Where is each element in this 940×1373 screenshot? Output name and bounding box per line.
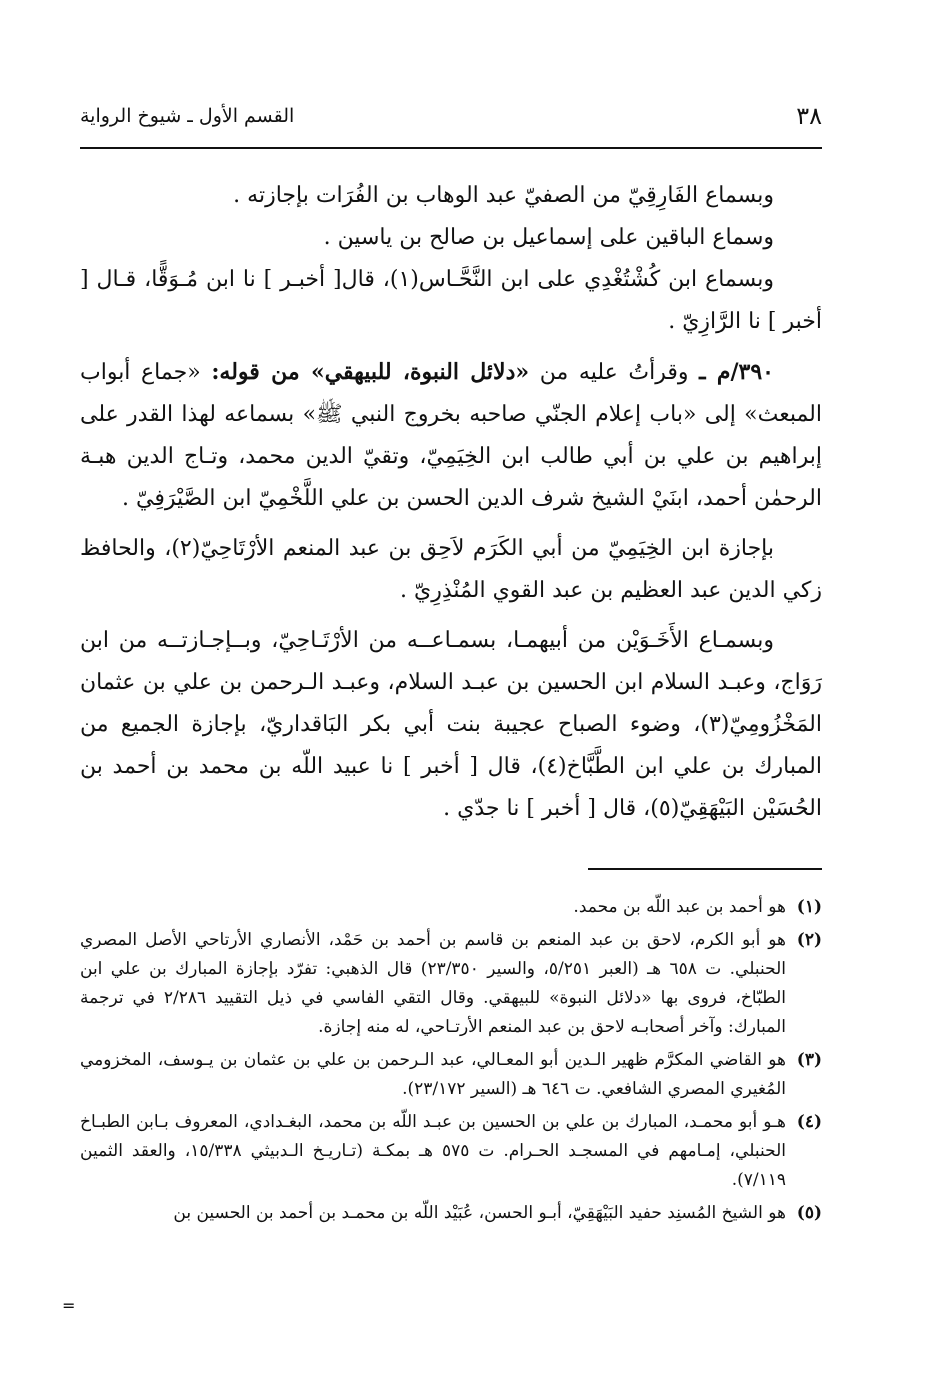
footnote-text: هو أبو الكرم، لاحق بن عبد المنعم بن قاسم بن أحمد بن حَمْد، الأنصاري الأرتاحي الأصل المصري الحنبلي. ت ٦٥٨ هـ (العبر ٥/٢٥١، والسير ٢٣/٣٥٠) قال الذهبي: تفرّد بإجازة المبارك بن علي ابن الطبّاخ، فروى بها «دلائل النبوة» للبيهقي. وقال التقي الفاسي في ذيل التقييد ٢/٢٨٦ في ترجمة المبارك: وآخر أصحابـه لاحق بن عبد المنعم الأرتـاحي، له منه إجازة. — [80, 930, 786, 1037]
entry-390-paragraph — [80, 351, 822, 520]
footnote-item — [80, 1046, 822, 1104]
footnote-number: (٢) — [796, 930, 822, 950]
footnote-text: هو القاضي المكرَّم ظهير الـدين أبو المعـالي، عبد الـرحمن بن علي بن عثمان بن يـوسف، المخزومي المُغيري المصري الشافعي. ت ٦٤٦ هـ (السير ٢٣/١٧٢). — [80, 1050, 786, 1099]
footnote-text: هو الشيخ المُسنِد حفيد البَيْهَقِيّ، أبـو الحسن، عُبَيْد اللّه بن محمـد بن أحمد بن الحسين بن — [173, 1203, 786, 1223]
paragraph-kashtughdi: وبسماع ابن كُشْتُغْدِي على ابن النَّحَّـاس(١)، قال[ أخبـر ] نا ابن مُـوَقًّا، قـال [ أخبر ] نا الرَّازِيّ . — [80, 267, 822, 334]
footnote-item — [80, 1199, 822, 1228]
running-header — [80, 96, 822, 136]
entry-intro: وقرأتُ عليه من — [529, 360, 700, 385]
footnote-divider — [588, 868, 822, 870]
footnote-item — [80, 893, 822, 922]
paragraph-akhawayn: وبسمـاع الأَخَـوَيْن من أبيهمـا، بسمـاعــه من الأرْتَـاحِيّ، وبــإجـازتــه من ابن رَوَاج، وعبـد السلام ابن الحسين بن عبـد السلام، وعبـد الـرحمن بن علي بن عثمان المَخْزُومِيّ(٣)، وضوء الصباح عجيبة بنت أبي بكر البَاقداريّ، بإجازة الجميع من المبارك بن علي ابن الطَّبَّاخ(٤)، قال [ أخبر ] نا عبيد اللّه بن محمد بن أحمد بن الحُسَيْن البَيْهَقِيّ(٥)، قال [ أخبر ] نا جدّي . — [80, 628, 822, 821]
footnote-text: هـو أبو محمـد، المبارك بن علي بن الحسين بن عبـد اللّه بن محمد، البغـدادي، المعروف بـابن الطبـاخ الحنبلي، إمـامهم في المسجـد الحـرام. ت ٥٧٥ هـ بمكـة (تـاريـخ الـدبيثي ١٥/٣٣٨، والعقد الثمين ٧/١١٩). — [80, 1112, 786, 1190]
paragraph-ijaza: بإجازة ابن الخِيَمِيّ من أبي الكَرَم لاَحِق بن عبد المنعم الأرْتَاحِيّ(٢)، والحافظ زكي الدين عبد العظيم بن عبد القوي المُنْذِرِيّ . — [80, 536, 822, 603]
header-divider — [80, 147, 822, 149]
entry-text: «جماع أبواب المبعث» إلى «باب إعلام الجنّي صاحبه بخروج النبي ﷺ» بسماعه لهذا القدر على إبراهيم بن علي بن أبي طالب ابن الخِيَمِيّ، وتقيّ الدين محمد، وتـاج الدين هبـة الرحمٰن أحمد، ابنَيْ الشيخ شرف الدين الحسن بن علي اللَّخْمِيّ ابن الصَّيْرَفِيّ . — [80, 360, 822, 511]
footnote-item — [80, 1108, 822, 1195]
footnote-item — [80, 926, 822, 1042]
entry-book-title: «دلائل النبوة، للبيهقي» من قوله: — [211, 359, 530, 385]
footnote-number: (١) — [796, 897, 822, 917]
footnote-number: (٣) — [796, 1050, 822, 1070]
section-title: القسم الأول ـ شيوخ الرواية — [80, 105, 295, 127]
entry-number: ٣٩٠/م ـ — [699, 359, 774, 385]
continuation-mark: = — [62, 1296, 76, 1315]
footnotes — [80, 893, 822, 1232]
book-page — [80, 0, 822, 1373]
text-line-baqin: وسماع الباقين على إسماعيل بن صالح بن ياسين . — [323, 225, 774, 250]
footnote-number: (٤) — [796, 1112, 822, 1132]
main-text — [80, 175, 822, 830]
footnote-text: هو أحمد بن عبد اللّه بن محمد. — [573, 897, 786, 917]
footnote-number: (٥) — [796, 1203, 822, 1223]
page-number: ٣٨ — [796, 102, 822, 130]
text-line-fariqi: وبسماع الفَارِقِيّ من الصفيّ عبد الوهاب بن الفُرَات بإجازته . — [233, 183, 774, 208]
